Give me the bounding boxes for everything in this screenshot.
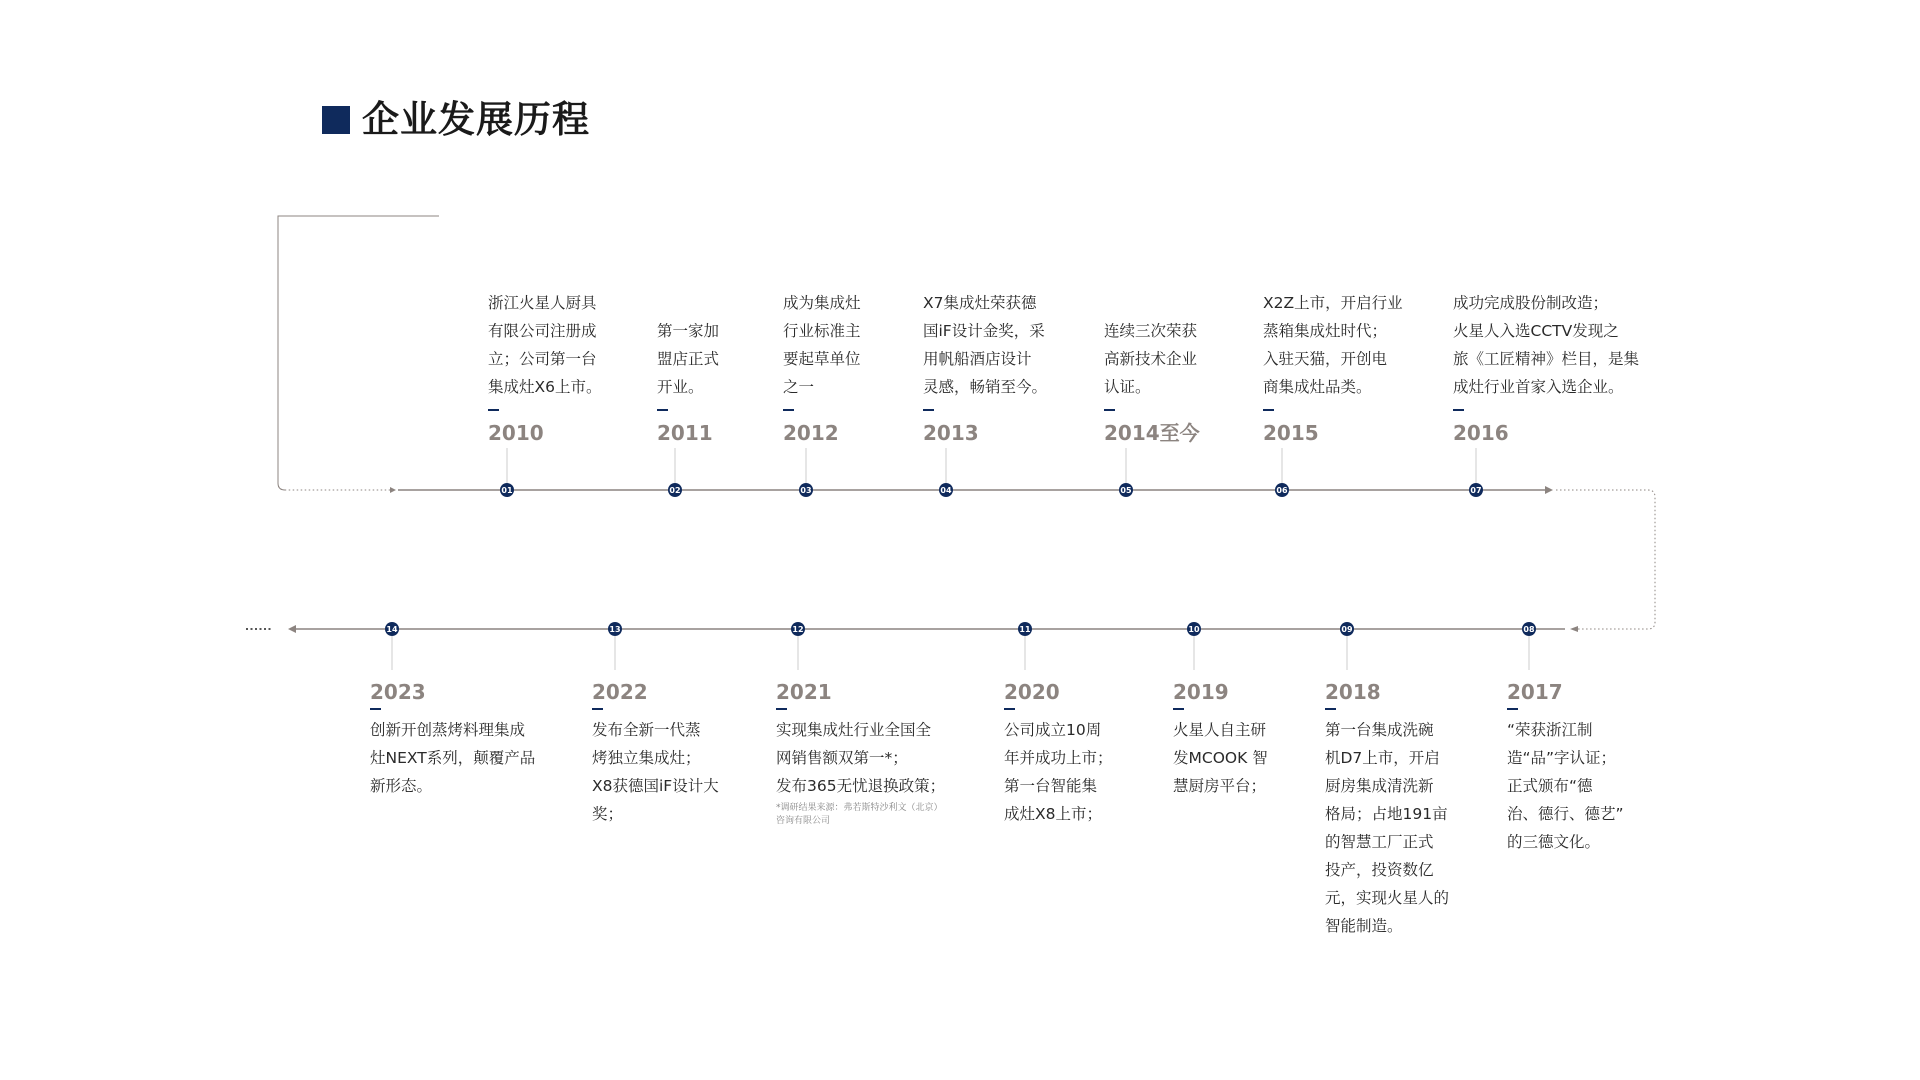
node-03: [799, 483, 813, 497]
svg-text:12: 12: [792, 625, 804, 634]
event-desc: 浙江火星人厨具 有限公司注册成 立；公司第一台 集成灶X6上市。: [488, 294, 602, 396]
right-dotted-connector: [1556, 490, 1655, 629]
event-dash: [1325, 708, 1336, 710]
arrow-left-bottom-end: [288, 625, 296, 633]
arrow-right-top-lead: [390, 487, 396, 493]
event-year: 2017: [1507, 680, 1563, 704]
event-2010: [488, 289, 601, 445]
event-desc: 公司成立10周 年并成功上市； 第一台智能集 成灶X8上市；: [1004, 721, 1113, 823]
event-year: 2013: [923, 421, 979, 445]
event-dash: [370, 708, 381, 710]
event-dash: [488, 409, 499, 411]
event-2013: [923, 289, 1047, 445]
event-2021: [776, 680, 945, 828]
event-2011: [657, 317, 719, 445]
event-desc: 火星人自主研 发MCOOK 智 慧厨房平台；: [1173, 721, 1268, 795]
event-desc: X7集成灶荣获德 国iF设计金奖，采 用帆船酒店设计 灵感，畅销至今。: [923, 294, 1048, 396]
event-year: 2021: [776, 680, 832, 704]
event-2023: [370, 680, 535, 800]
event-desc: 发布全新一代蒸 烤独立集成灶； X8获德国iF设计大 奖；: [592, 721, 719, 823]
node-05: [1119, 483, 1133, 497]
event-desc: 第一台集成洗碗 机D7上市，开启 厨房集成清洗新 格局；占地191亩 的智慧工厂正式 投产，投资数亿 元，实现火星人的 智能制造。: [1325, 721, 1450, 935]
event-desc: 成为集成灶 行业标准主 要起草单位 之一: [783, 294, 861, 396]
node-08: [1522, 622, 1536, 636]
arrow-left-bottom-lead: [1570, 626, 1578, 632]
svg-text:13: 13: [609, 625, 621, 634]
svg-text:09: 09: [1341, 625, 1353, 634]
event-footnote: *调研结果来源：弗若斯特沙利文（北京） 咨询有限公司: [776, 803, 943, 826]
event-desc: 连续三次荣获 高新技术企业 认证。: [1104, 322, 1198, 396]
event-2017: [1507, 680, 1624, 856]
top-left-dotted-lead: [278, 222, 394, 490]
svg-text:11: 11: [1019, 625, 1031, 634]
event-dash: [923, 409, 934, 411]
event-2016: [1453, 289, 1639, 445]
event-year: 2023: [370, 680, 426, 704]
event-year: 2015: [1263, 421, 1319, 445]
event-year: 2018: [1325, 680, 1381, 704]
event-dash: [776, 708, 787, 710]
node-11: [1018, 622, 1032, 636]
event-dash: [657, 409, 668, 411]
event-year: 2012: [783, 421, 839, 445]
arrow-right-top-end: [1545, 486, 1553, 494]
event-desc: 实现集成灶行业全国全 网销售额双第一*； 发布365无忧退换政策；: [776, 721, 946, 795]
node-01: [500, 483, 514, 497]
svg-text:02: 02: [669, 486, 681, 495]
event-dash: [1173, 708, 1184, 710]
event-2018: [1325, 680, 1449, 940]
node-04: [939, 483, 953, 497]
node-07: [1469, 483, 1483, 497]
event-2012: [783, 289, 861, 445]
event-2014: [1104, 317, 1200, 445]
event-desc: 第一家加 盟店正式 开业。: [657, 322, 720, 396]
node-09: [1340, 622, 1354, 636]
event-year: 2014至今: [1104, 421, 1200, 445]
node-10: [1187, 622, 1201, 636]
event-year: 2022: [592, 680, 648, 704]
event-dash: [1263, 409, 1274, 411]
node-12: [791, 622, 805, 636]
svg-text:04: 04: [940, 486, 952, 495]
event-dash: [1507, 708, 1518, 710]
event-desc: X2Z上市，开启行业 蒸箱集成灶时代； 入驻天猫，开创电 商集成灶品类。: [1263, 294, 1403, 396]
node-13: [608, 622, 622, 636]
event-dash: [1104, 409, 1115, 411]
event-2019: [1173, 680, 1268, 800]
node-06: [1275, 483, 1289, 497]
event-year: 2010: [488, 421, 544, 445]
svg-text:14: 14: [386, 625, 398, 634]
event-2022: [592, 680, 719, 828]
event-year: 2016: [1453, 421, 1509, 445]
page-title: 企业发展历程: [362, 98, 590, 141]
event-dash: [783, 409, 794, 411]
event-desc: 成功完成股份制改造； 火星人入选CCTV发现之 旅《工匠精神》栏目，是集 成灶行业首家入选企业。: [1453, 294, 1640, 396]
svg-text:07: 07: [1470, 486, 1482, 495]
svg-text:03: 03: [800, 486, 812, 495]
event-desc: “荣获浙江制 造“品”字认证； 正式颁布“德 治、德行、德艺” 的三德文化。: [1507, 721, 1624, 851]
event-dash: [1453, 409, 1464, 411]
node-14: [385, 622, 399, 636]
svg-text:06: 06: [1276, 486, 1288, 495]
event-2015: [1263, 289, 1403, 445]
event-2020: [1004, 680, 1113, 828]
node-02: [668, 483, 682, 497]
svg-text:08: 08: [1523, 625, 1535, 634]
event-desc: 创新开创蒸烤料理集成 灶NEXT系列，颠覆产品 新形态。: [370, 721, 536, 795]
event-dash: [1004, 708, 1015, 710]
event-year: 2020: [1004, 680, 1060, 704]
event-year: 2019: [1173, 680, 1229, 704]
svg-text:05: 05: [1120, 486, 1132, 495]
event-dash: [592, 708, 603, 710]
top-left-bracket: [278, 216, 439, 490]
svg-text:01: 01: [501, 486, 513, 495]
event-year: 2011: [657, 421, 713, 445]
svg-text:10: 10: [1188, 625, 1200, 634]
